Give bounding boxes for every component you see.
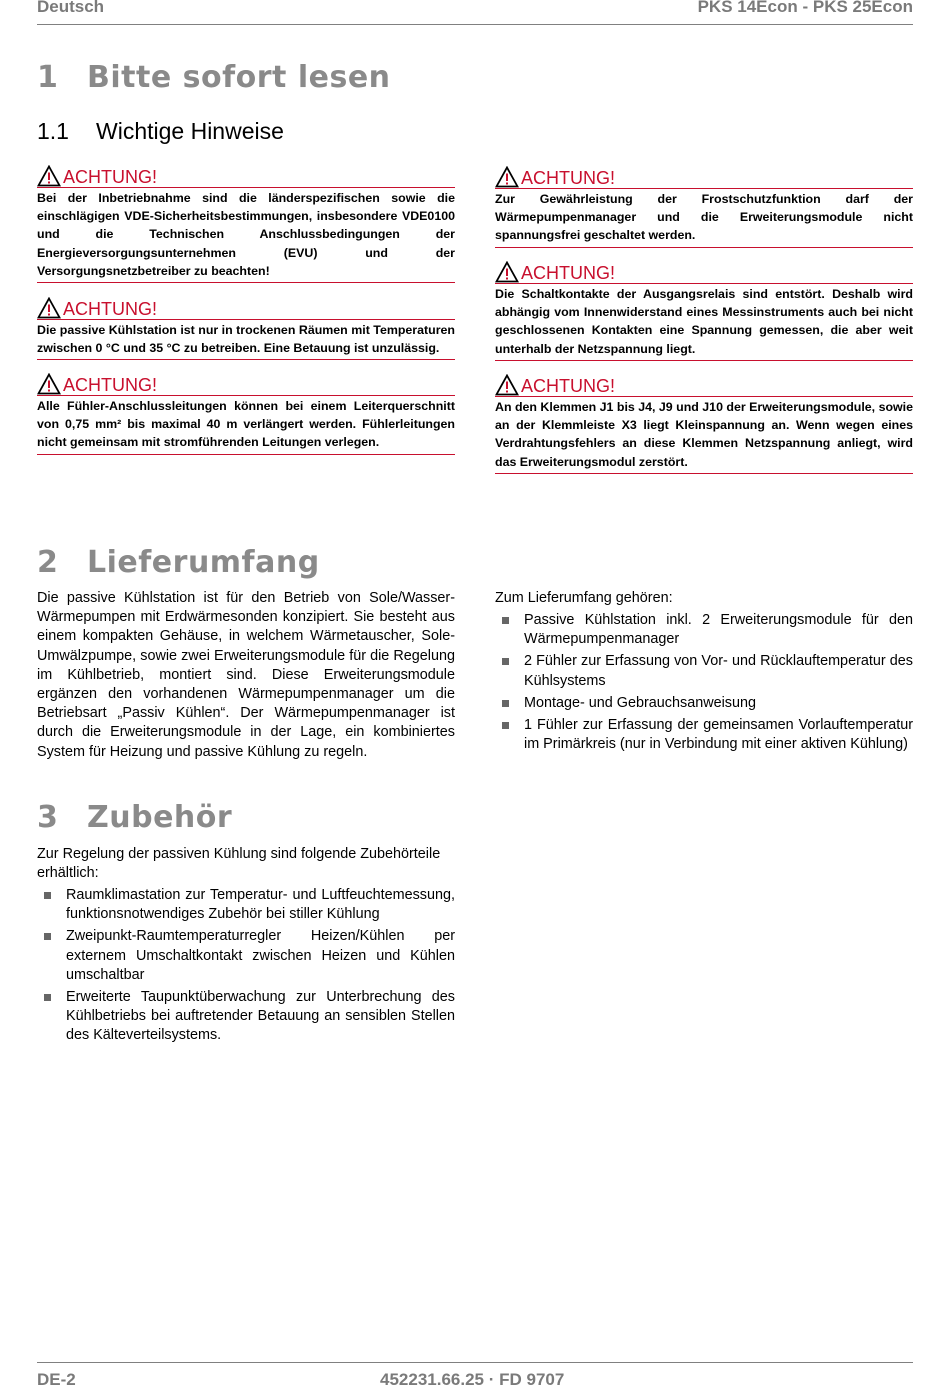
bullet-square-icon [44, 892, 51, 899]
warning-box [37, 167, 455, 283]
section-1-1-number: 1.1 [37, 118, 69, 144]
header-language: Deutsch [37, 0, 105, 16]
list-item [495, 694, 913, 713]
warning-text: An den Klemmen J1 bis J4, J9 und J10 der Erweiterungsmodule, sowie an der Klemmleiste X3 liegt Kleinspannung an. Wenn wegen eines Verdrahtungsfehlers an diese Klemmen Netzspannung anliegt, wird das Erweiterungsmodul zerstört. [495, 397, 913, 474]
header-product: PKS 14Econ - PKS 25Econ [697, 0, 913, 16]
list-item [495, 611, 913, 649]
warning-triangle-icon [37, 373, 61, 395]
section-2-paragraph: Die passive Kühlstation ist für den Betrieb von Sole/Wasser-Wärmepumpen mit Erdwärmesonden konzipiert. Sie besteht aus einem kompakten Gehäuse, in welchem Wärmetauscher, Sole-Umwälzpumpe, sowie zwei Erweiterungsmodule für die Regelung im Kühlbetrieb, montiert sind. Diese Erweiterungsmodule ergänzen den vorhandenen Wärmepumpenmanager um die Betriebsart „Passiv Kühlen“. Der Wärmepumpenmanager ist durch die Erweiterungsmodule in der Lage, ein kombiniertes System für Heizung und passive Kühlung zu regeln. [37, 590, 455, 760]
warning-title-row [495, 168, 913, 189]
warning-triangle-icon [495, 374, 519, 396]
list-item-text: Passive Kühlstation inkl. 2 Erweiterungsmodule für den Wärmepumpenmanager [524, 612, 913, 648]
document-code: 452231.66.25 · FD 9707 [380, 1370, 565, 1389]
warning-title-row [37, 375, 455, 396]
section-3-title: Zubehör [87, 800, 233, 835]
list-item [495, 652, 913, 690]
list-item-text: 2 Fühler zur Erfassung von Vor- und Rücklauftemperatur des Kühlsystems [524, 653, 913, 689]
section-2-title: Lieferumfang [87, 545, 320, 580]
warning-title: ACHTUNG! [63, 375, 157, 395]
list-item [495, 716, 913, 754]
bullet-square-icon [502, 617, 509, 624]
warning-text: Zur Gewährleistung der Frostschutzfunktion darf der Wärmepumpenmanager und die Erweiterungsmodule nicht spannungsfrei geschaltet werden. [495, 189, 913, 248]
warning-box [37, 375, 455, 455]
bullet-square-icon [502, 658, 509, 665]
accessories-list [37, 886, 455, 1049]
section-3-intro: Zur Regelung der passiven Kühlung sind folgende Zubehörteile erhältlich: [37, 846, 441, 882]
warning-triangle-icon [37, 165, 61, 187]
page-number: DE-2 [37, 1370, 76, 1389]
bullet-square-icon [502, 700, 509, 707]
warning-box [37, 299, 455, 360]
section-2-heading [37, 545, 320, 580]
warning-text: Alle Fühler-Anschlussleitungen können bei einem Leiterquerschnitt von 0,75 mm² bis maximal 40 m verlängert werden. Fühlerleitungen nicht gemeinsam mit stromführenden Leitungen verlegen. [37, 396, 455, 455]
bullet-square-icon [44, 994, 51, 1001]
list-item-text: Zweipunkt-Raumtemperaturregler Heizen/Kühlen per externem Umschaltkontakt zwischen Heizen und Kühlen umschaltbar [66, 928, 455, 983]
list-item-text: Raumklimastation zur Temperatur- und Luftfeuchtemessung, funktionsnotwendiges Zubehör bei stiller Kühlung [66, 887, 455, 923]
section-1-number: 1 [37, 60, 59, 95]
section-1-heading [37, 60, 391, 95]
bullet-square-icon [502, 722, 509, 729]
warning-box [495, 263, 913, 361]
warning-title: ACHTUNG! [521, 168, 615, 188]
section-3-heading [37, 800, 232, 835]
section-2-number: 2 [37, 545, 59, 580]
warning-triangle-icon [495, 261, 519, 283]
bullet-square-icon [44, 933, 51, 940]
list-item [37, 886, 455, 924]
section-1-1-title: Wichtige Hinweise [96, 118, 284, 144]
warning-title: ACHTUNG! [521, 376, 615, 396]
warning-title: ACHTUNG! [521, 263, 615, 283]
warning-title: ACHTUNG! [63, 167, 157, 187]
list-item-text: Erweiterte Taupunktüberwachung zur Unterbrechung des Kühlbetriebs bei auftretender Betauung an sensiblen Stellen des Kälteverteilsystems. [66, 989, 455, 1044]
warning-box [495, 168, 913, 248]
warning-triangle-icon [495, 166, 519, 188]
page-header [37, 0, 913, 25]
delivery-list [495, 611, 913, 757]
section-1-1-heading [37, 118, 284, 145]
warning-triangle-icon [37, 297, 61, 319]
warning-box [495, 376, 913, 474]
list-item-text: 1 Fühler zur Erfassung der gemeinsamen Vorlauftemperatur im Primärkreis (nur in Verbindung mit einer aktiven Kühlung) [524, 717, 913, 753]
warning-title: ACHTUNG! [63, 299, 157, 319]
warning-title-row [37, 299, 455, 320]
warning-title-row [495, 376, 913, 397]
list-item [37, 927, 455, 985]
page-footer [37, 1362, 913, 1387]
section-3-number: 3 [37, 800, 59, 835]
list-item [37, 988, 455, 1046]
warning-text: Die passive Kühlstation ist nur in trockenen Räumen mit Temperaturen zwischen 0 °C und 35 °C zu betreiben. Eine Betauung ist unzulässig. [37, 320, 455, 360]
list-item-text: Montage- und Gebrauchsanweisung [524, 694, 756, 711]
warning-text: Die Schaltkontakte der Ausgangsrelais sind entstört. Deshalb wird abhängig vom Innenwiderstand eines Messinstruments auch bei nicht geschlossenen Kontakten eine Spannung gemessen, die aber weit unterhalb der Netzspannung liegt. [495, 284, 913, 361]
warning-title-row [495, 263, 913, 284]
warning-title-row [37, 167, 455, 188]
section-2-intro: Zum Lieferumfang gehören: [495, 590, 673, 606]
warning-text: Bei der Inbetriebnahme sind die länderspezifischen sowie die einschlägigen VDE-Sicherheitsbestimmungen, insbesondere VDE0100 und die Technischen Anschlussbedingungen der Energieversorgungsunternehmen (EVU) und der Versorgungsnetzbetreiber zu beachten! [37, 188, 455, 283]
section-1-title: Bitte sofort lesen [87, 60, 391, 95]
